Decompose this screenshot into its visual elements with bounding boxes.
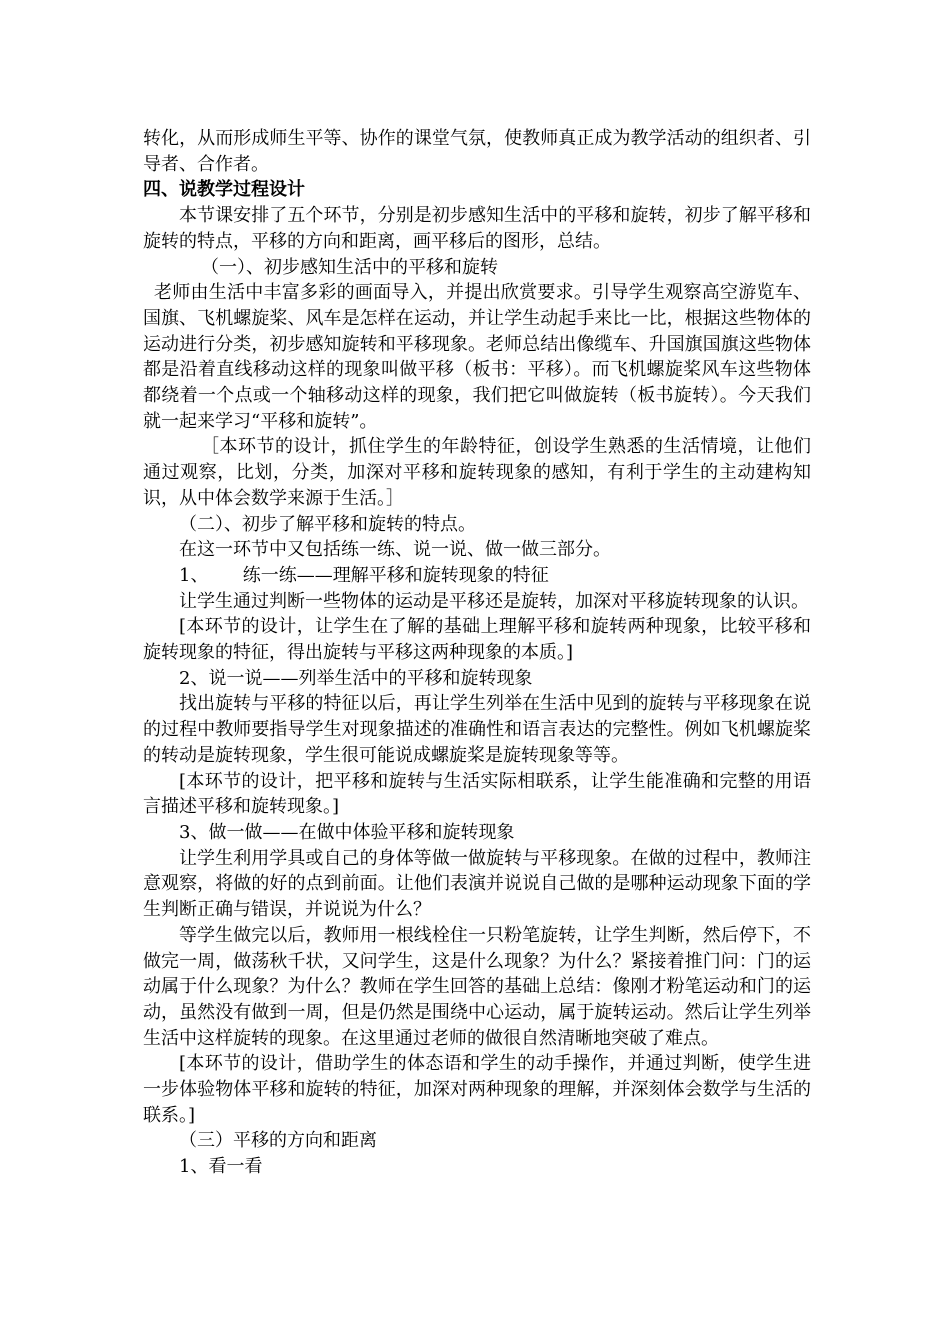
paragraph: 转化，从而形成师生平等、协作的课堂气氛，使教师真正成为教学活动的组织者、引导者、合作者。: [143, 128, 811, 175]
paragraph: 让学生通过判断一些物体的运动是平移还是旋转，加深对平移旋转现象的认识。: [179, 590, 809, 612]
subsection-heading: （三）平移的方向和距离: [179, 1130, 377, 1152]
subsection-heading: （二）、初步了解平移和旋转的特点。: [179, 513, 476, 535]
section-heading: 四、说教学过程设计: [143, 179, 305, 201]
paragraph: 本节课安排了五个环节，分别是初步感知生活中的平移和旋转，初步了解平移和旋转的特点，平移的方向和距离，画平移后的图形，总结。: [143, 205, 811, 252]
paragraph: 老师由生活中丰富多彩的画面导入，并提出欣赏要求。引导学生观察高空游览车、国旗、飞机螺旋桨、风车是怎样在运动，并让学生动起手来比一比，根据这些物体的运动进行分类，初步感知旋转和平移现象。老师总结出像缆车、升国旗国旗这些物体都是沿着直线移动这样的现象叫做平移（板书：平移）。而飞机螺旋桨风车这些物体都绕着一个点或一个轴移动这样的现象，我们把它叫做旋转（板书旋转）。今天我们就一起来学习“平移和旋转”。: [143, 282, 811, 432]
paragraph: 让学生利用学具或自己的身体等做一做旋转与平移现象。在做的过程中，教师注意观察，将做的好的点到前面。让他们表演并说说自己做的是哪种运动现象下面的学生判断正确与错误，并说说为什么？: [143, 847, 811, 921]
design-note: [本环节的设计，把平移和旋转与生活实际相联系，让学生能准确和完整的用语言描述平移和旋转现象。]: [143, 770, 811, 818]
list-item-heading: 1、看一看: [179, 1156, 263, 1178]
paragraph: 找出旋转与平移的特征以后，再让学生列举在生活中见到的旋转与平移现象在说的过程中教师要指导学生对现象描述的准确性和语言表达的完整性。例如飞机螺旋桨的转动是旋转现象，学生很可能说成螺旋桨是旋转现象等等。: [143, 693, 811, 766]
paragraph: 在这一环节中又包括练一练、说一说、做一做三部分。: [179, 539, 611, 561]
design-note: ［本环节的设计，抓住学生的年龄特征，创设学生熟悉的生活情境，让他们通过观察，比划，分类，加深对平移和旋转现象的感知，有利于学生的主动建构知识，从中体会数学来源于生活。］: [143, 436, 811, 509]
design-note: [本环节的设计，让学生在了解的基础上理解平移和旋转两种现象，比较平移和旋转现象的特征，得出旋转与平移这两种现象的本质。]: [143, 616, 811, 664]
paragraph: 等学生做完以后，教师用一根线栓住一只粉笔旋转，让学生判断，然后停下，不做完一周，做荡秋千状，又问学生，这是什么现象？为什么？紧接着推门问：门的运动属于什么现象？为什么？教师在学生回答的基础上总结：像刚才粉笔运动和门的运动，虽然没有做到一周，但是仍然是围绕中心运动，属于旋转运动。然后让学生列举生活中这样旋转的现象。在这里通过老师的做很自然清晰地突破了难点。: [143, 924, 811, 1049]
list-item-heading: 2、说一说——列举生活中的平移和旋转现象: [179, 667, 533, 689]
list-item-heading: 3、做一做——在做中体验平移和旋转现象: [179, 821, 515, 843]
list-item-heading: 1、 练一练——理解平移和旋转现象的特征: [179, 564, 549, 586]
design-note: [本环节的设计，借助学生的体态语和学生的动手操作，并通过判断，使学生进一步体验物体平移和旋转的特征，加深对两种现象的理解，并深刻体会数学与生活的联系。]: [143, 1053, 811, 1126]
subsection-heading: （一）、初步感知生活中的平移和旋转: [201, 256, 498, 278]
document-body: [143, 126, 811, 1180]
